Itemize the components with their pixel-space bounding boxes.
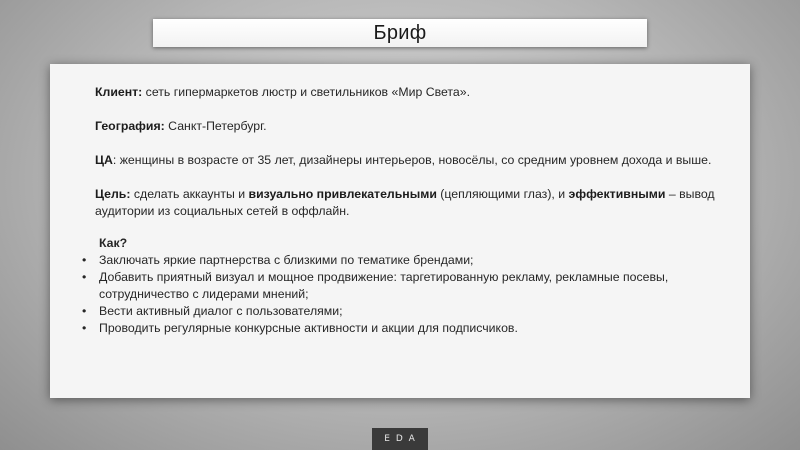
goal-bold-1: визуально привлекательными bbox=[248, 187, 437, 201]
brand-logo: EDA bbox=[372, 428, 428, 450]
steps-list bbox=[82, 252, 709, 337]
list-item: • Проводить регулярные конкурсные активности и акции для подписчиков. bbox=[82, 320, 709, 337]
audience-label: ЦА bbox=[95, 153, 113, 167]
geography-text: Санкт-Петербург. bbox=[164, 119, 267, 133]
title-bar bbox=[153, 19, 647, 47]
client-label: Клиент: bbox=[95, 85, 143, 99]
client-text: сеть гипермаркетов люстр и светильников «Мир Света». bbox=[142, 85, 471, 99]
geography-label: География: bbox=[95, 119, 165, 133]
list-item: • Добавить приятный визуал и мощное продвижение: таргетированную рекламу, рекламные посевы, сотрудничество с лидерами мнений; bbox=[82, 269, 709, 303]
list-item: • Вести активный диалог с пользователями; bbox=[82, 303, 709, 320]
audience-line bbox=[95, 152, 722, 169]
goal-text-2: (цепляющими глаз), и bbox=[436, 187, 569, 201]
list-item: • Заключать яркие партнерства с близкими по тематике брендами; bbox=[82, 252, 709, 269]
goal-line bbox=[95, 186, 722, 220]
audience-text: : женщины в возрасте от 35 лет, дизайнеры интерьеров, новосёлы, со средним уровнем дохода и выше. bbox=[112, 153, 712, 167]
goal-bold-2: эффективными bbox=[568, 187, 666, 201]
goal-text-1: сделать аккаунты и bbox=[130, 187, 249, 201]
brief-card bbox=[50, 64, 750, 398]
how-heading: Как? bbox=[99, 236, 128, 250]
goal-text-3: – вывод аудитории из социальных сетей в оффлайн. bbox=[95, 187, 715, 218]
page-title: Бриф bbox=[373, 21, 427, 44]
client-line bbox=[95, 84, 722, 101]
goal-label: Цель: bbox=[95, 187, 131, 201]
geography-line bbox=[95, 118, 722, 135]
